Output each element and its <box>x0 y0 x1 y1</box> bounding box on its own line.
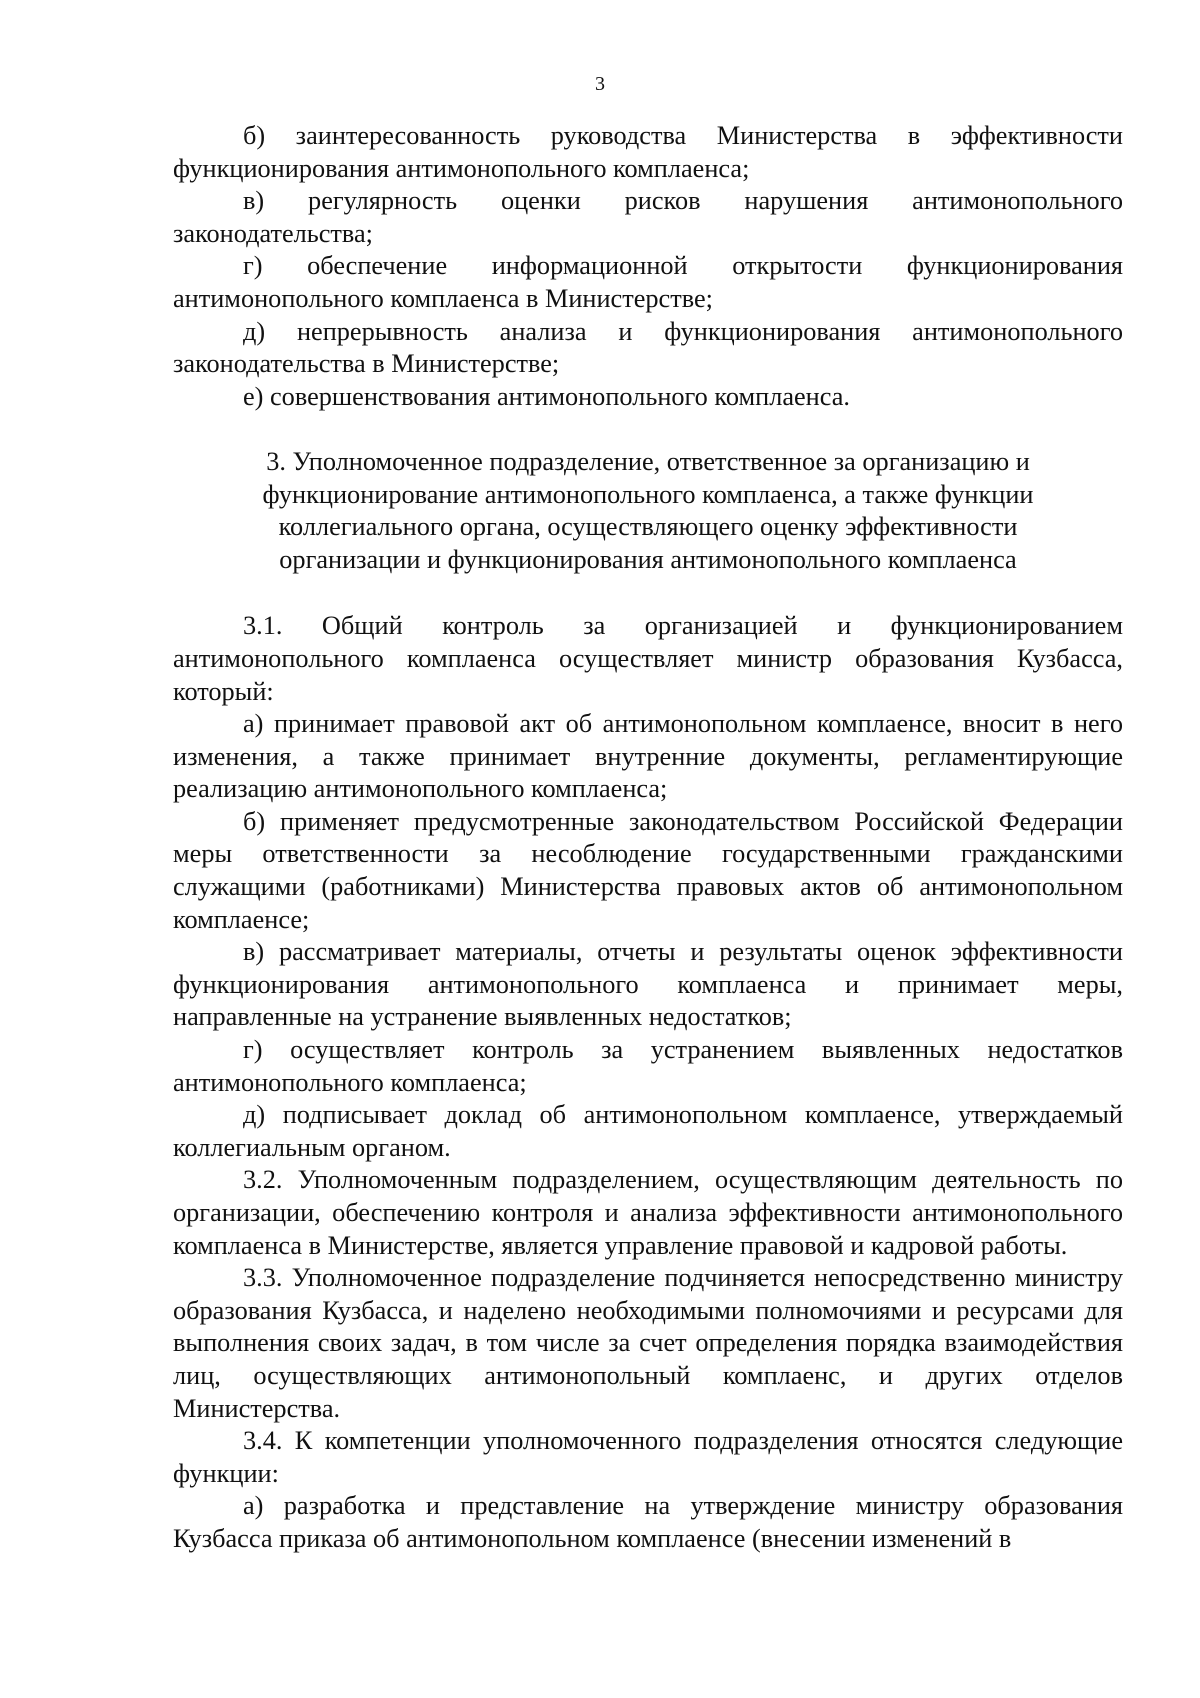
paragraph-3-4-a: а) разработка и представление на утверждение министру образования Кузбасса приказа об антимонопольном комплаенсе (внесении изменений в <box>173 1491 1123 1553</box>
paragraph-3-1-v: в) рассматривает материалы, отчеты и результаты оценок эффективности функционирования антимонопольного комплаенса и принимает меры, направленные на устранение выявленных недостатков; <box>173 937 1123 1032</box>
list-item-d: д) непрерывность анализа и функционирования антимонопольного законодательства в Министерстве; <box>173 316 1123 379</box>
list-item-b: б) заинтересованность руководства Министерства в эффективности функционирования антимонопольного комплаенса; <box>173 121 1123 183</box>
paragraph-3-1-g: г) осуществляет контроль за устранением выявленных недостатков антимонопольного комплаенса; <box>173 1035 1123 1097</box>
page-number: 3 <box>595 73 605 95</box>
paragraph-3-1: 3.1. Общий контроль за организацией и функционированием антимонопольного комплаенса осуществляет министр образования Кузбасса, который: <box>173 611 1123 706</box>
spacer <box>173 413 1123 446</box>
paragraph-3-2: 3.2. Уполномоченным подразделением, осуществляющим деятельность по организации, обеспечению контроля и анализа эффективности антимонопольного комплаенса в Министерстве, является управление правовой и кадровой работы. <box>173 1165 1123 1260</box>
spacer <box>173 576 1123 610</box>
list-item-v: в) регулярность оценки рисков нарушения антимонопольного законодательства; <box>173 186 1123 248</box>
paragraph-3-1-b: б) применяет предусмотренные законодательством Российской Федерации меры ответственности за несоблюдение государственными гражданскими служащими (работниками) Министерства правовых актов об антимонопольном комплаенсе; <box>173 806 1123 934</box>
section-3-heading: 3. Уполномоченное подразделение, ответственное за организацию и функционирование антимонопольного комплаенса, а также функции коллегиального органа, осуществляющего оценку эффективности организации и функционирования антимонопольного комплаенса <box>262 446 1034 574</box>
paragraph-3-1-a: а) принимает правовой акт об антимонопольном комплаенсе, вносит в него изменения, а также принимает внутренние документы, регламентирующие реализацию антимонопольного комплаенса; <box>173 709 1123 804</box>
paragraph-3-4: 3.4. К компетенции уполномоченного подразделения относятся следующие функции: <box>173 1426 1123 1488</box>
paragraph-3-1-d: д) подписывает доклад об антимонопольном комплаенсе, утверждаемый коллегиальным органом. <box>173 1100 1123 1162</box>
list-item-g: г) обеспечение информационной открытости функционирования антимонопольного комплаенса в Министерстве; <box>173 251 1123 313</box>
list-item-e: е) совершенствования антимонопольного комплаенса. <box>243 381 850 411</box>
document-body <box>173 120 1123 1556</box>
paragraph-3-3: 3.3. Уполномоченное подразделение подчиняется непосредственно министру образования Кузбасса, и наделено необходимыми полномочиями и ресурсами для выполнения своих задач, в том числе за счет определения порядка взаимодействия лиц, осуществляющих антимонопольный комплаенс, и других отделов Министерства. <box>173 1263 1123 1423</box>
